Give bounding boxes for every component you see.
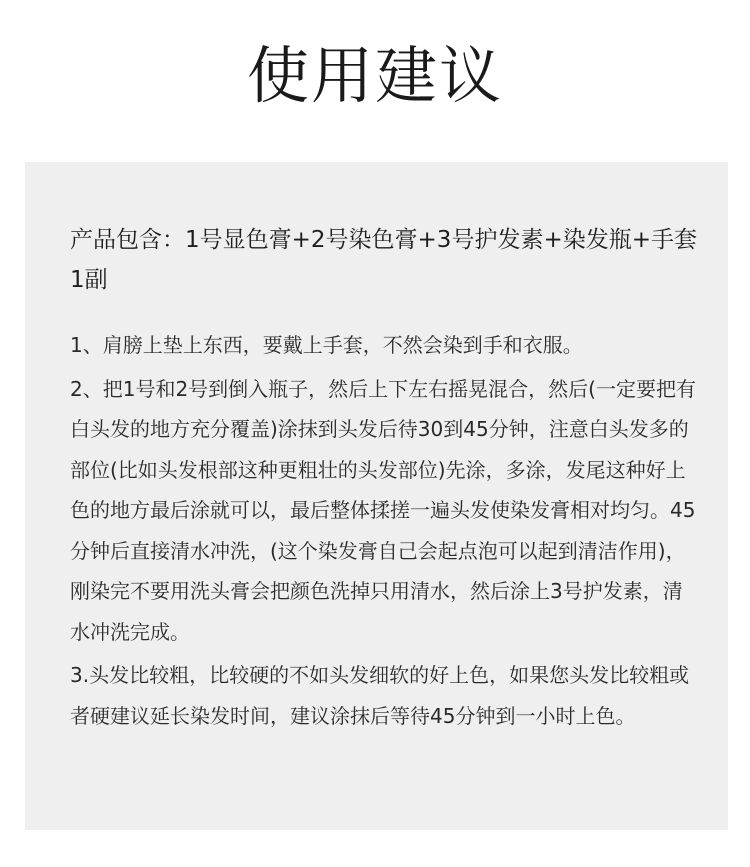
- tip-1: 1、肩膀上垫上东西，要戴上手套，不然会染到手和衣服。: [70, 333, 583, 357]
- usage-tips: [70, 325, 700, 739]
- page-title: 使用建议: [246, 39, 503, 112]
- product-includes: 产品包含：1号显色膏+2号染色膏+3号护发素+染发瓶+手套1副: [70, 227, 697, 293]
- tip-3: 3.头发比较粗，比较硬的不如头发细软的好上色，如果您头发比较粗或者硬建议延长染发时间，建议涂抹后等待45分钟到一小时上色。: [70, 663, 690, 728]
- usage-panel: [25, 162, 728, 830]
- tip-2: 2、把1号和2号到倒入瓶子，然后上下左右摇晃混合，然后(一定要把有白头发的地方充分覆盖)涂抹到头发后待30到45分钟，注意白头发多的部位(比如头发根部这种更粗壮的头发部位)先涂，多涂，发尾这种好上色的地方最后涂就可以，最后整体揉搓一遍头发使染发膏相对均匀。45分钟后直接清水冲洗，(这个染发膏自己会起点泡可以起到清洁作用)，刚染完不要用洗头膏会把颜色洗掉只用清水，然后涂上3号护发素，清水冲洗完成。: [70, 376, 696, 644]
